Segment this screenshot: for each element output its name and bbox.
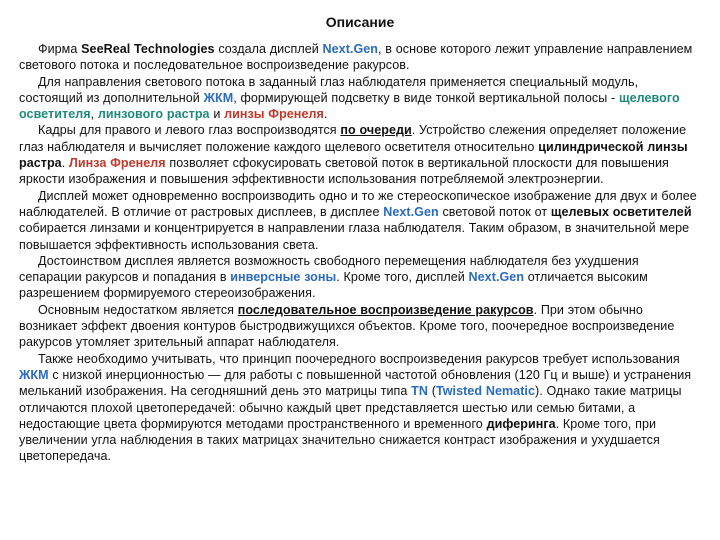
paragraph-5 <box>19 253 701 302</box>
term-slit-illuminators: щелевых осветителей <box>550 204 692 219</box>
text-run: создала дисплей <box>214 42 323 56</box>
text-run: позволяет сфокусировать световой поток в вертикальной плоскости для повышения яркости изображения и повышения эффективности использования потребляемой электроэнергии. <box>19 156 669 187</box>
text-run: . При этом обычно возникает эффект двоения контуров быстродвижущихся объектов. Кроме того, поочередное воспроизведение ракурсов утомляет зрительный аппарат наблюдателя. <box>19 302 675 350</box>
text-run: собирается линзами и концентрируется в направлении глаза наблюдателя. Таким образом, в значительной мере повышается эффективность использования света. <box>19 221 690 252</box>
product-name: Next.Gen <box>322 42 379 56</box>
text-run: . <box>61 156 69 171</box>
text-run: . Кроме того, дисплей <box>336 270 469 285</box>
text-run: Кадры для правого и левого глаз воспроизводятся <box>38 123 341 138</box>
product-name: Next.Gen <box>468 270 525 285</box>
text-run: световой поток от <box>438 204 551 219</box>
text-run: Для направления светового потока в заданный глаз наблюдателя применяется специальный модуль, состоящий из дополнительной <box>19 74 639 105</box>
text-run: Фирма <box>38 42 82 56</box>
page-title: Описание <box>325 14 395 30</box>
term-sequential-playback: последовательное воспроизведение ракурсов <box>237 302 534 317</box>
text-run: Достоинством дисплея является возможность свободного перемещения наблюдателя без ухудшения сепарации ракурсов и попадания в <box>19 253 639 285</box>
text-run: и <box>209 107 225 122</box>
term-cylindrical-lens: цилиндрической линзы растра <box>19 139 688 171</box>
text-run: Основным недостатком является <box>38 302 238 317</box>
text-run: , формирующей подсветку в виде тонкой вертикальной полосы - <box>233 90 619 105</box>
term-lcd: ЖКМ <box>203 90 234 105</box>
paragraph-1 <box>19 41 701 74</box>
text-run: , <box>90 107 98 122</box>
paragraph-2 <box>19 74 701 123</box>
term-twisted-nematic: Twisted Nematic <box>435 384 535 399</box>
text-run: ). Однако такие матрицы отличаются плохой цветопередачей: обычно каждый цвет представляется шестью или семью битами, а недостающие цвета формируются методами пространственного и временного <box>19 384 682 431</box>
text-run: ( <box>428 384 436 399</box>
product-name: Next.Gen <box>383 204 439 219</box>
text-run: . Устройство слежения определяет положение глаз наблюдателя и вычисляет положение каждого щелевого осветителя относительно <box>19 123 687 154</box>
text-run: отличается высоким разрешением формируемого стереоизображения. <box>19 270 648 301</box>
text-run: Дисплей может одновременно воспроизводить одно и то же стереоскопическое изображение для двух и более наблюдателей. В отличие от растровых дисплеев, в дисплее <box>19 188 697 219</box>
term-fresnel-lens: линзы Френеля <box>224 107 324 122</box>
body-text <box>19 41 701 465</box>
paragraph-7 <box>19 351 701 465</box>
term-dithering: диферинга <box>486 416 556 431</box>
paragraph-3 <box>19 122 701 187</box>
company-name: SeeReal Technologies <box>81 42 215 56</box>
term-slit-illuminator: щелевого осветителя <box>19 90 680 122</box>
term-inverse-zones: инверсные зоны <box>230 270 337 285</box>
term-fresnel-lens: Линза Френеля <box>69 156 166 171</box>
text-run: . Кроме того, при увеличении угла наблюдения в таких матрицах значительно снижается контраст изображения и ухудшается цветопередача. <box>19 416 660 464</box>
paragraph-6 <box>19 302 701 351</box>
term-lens-raster: линзового растра <box>97 107 210 122</box>
term-alternately: по очереди <box>340 123 412 138</box>
text-run: Также необходимо учитывать, что принцип поочередного воспроизведения ракурсов требует использования <box>38 351 680 366</box>
text-run: . <box>323 107 328 122</box>
text-run: с низкой инерционностью — для работы с повышенной частотой обновления (120 Гц и выше) и устранения мельканий изображения. На сегодняшний день это матрицы типа <box>19 367 692 399</box>
text-run: , в основе которого лежит управление направлением светового потока и последовательное воспроизведение ракурсов. <box>19 42 693 73</box>
term-tn: TN <box>411 384 428 399</box>
term-lcd: ЖКМ <box>19 367 49 382</box>
paragraph-4 <box>19 188 701 253</box>
